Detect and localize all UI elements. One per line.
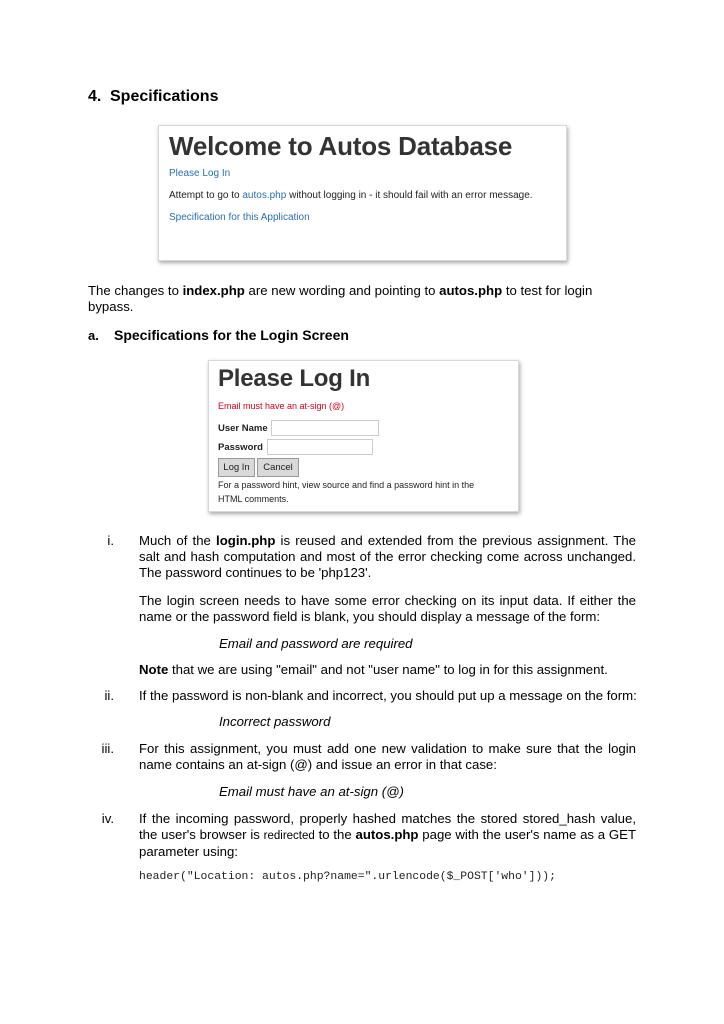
section-heading (88, 88, 218, 106)
item-i-paragraph-2: The login screen needs to have some error checking on its input data. If either the name or the password field is blank, you should display a message of the form: (139, 593, 636, 624)
item-text: is reused and extended from the previous assignment. The salt and hash computation and most of the error checking come across unchanged. The password continues to be 'php123'. (139, 533, 636, 580)
item-text: Much of the (139, 533, 217, 548)
subsection-heading (88, 327, 349, 343)
intro-text: to test for login bypass. (88, 283, 593, 314)
username-field (271, 420, 379, 436)
intro-text: are new wording and pointing to (244, 283, 440, 298)
item-i-note (139, 662, 608, 678)
item-iii-numeral: iii. (101, 741, 114, 756)
section-number: 4. (88, 88, 102, 105)
intro-file-autos: autos.php (439, 283, 503, 298)
item-text: page with the user's name as a GET parameter using: (139, 827, 636, 859)
intro-paragraph (88, 283, 628, 315)
login-button: Log In (218, 458, 255, 477)
message-required: Email and password are required (219, 636, 413, 651)
welcome-title: Welcome to Autos Database (169, 131, 513, 161)
login-screen-screenshot (208, 360, 519, 512)
message-at-sign: Email must have an at-sign (@) (219, 784, 404, 799)
password-label: Password (218, 442, 263, 453)
item-file-login: login.php (216, 533, 276, 548)
autos-link: autos.php (242, 190, 287, 201)
attempt-suffix: without logging in - it should fail with an error message. (286, 190, 533, 201)
section-title: Specifications (110, 88, 219, 105)
redirect-code: header("Location: autos.php?name=".urlencode($_POST['who'])); (139, 871, 556, 883)
subsection-title: Specifications for the Login Screen (114, 327, 349, 343)
attempt-line (169, 190, 533, 201)
item-i-numeral: i. (107, 533, 114, 548)
item-iii-paragraph: For this assignment, you must add one new validation to make sure that the login name contains an at-sign (@) and issue an error in that case: (139, 741, 636, 772)
item-file-autos: autos.php (355, 827, 419, 842)
cancel-button: Cancel (257, 458, 299, 477)
please-login-link: Please Log In (169, 168, 231, 179)
subsection-letter: a. (88, 328, 99, 343)
password-field (267, 439, 373, 455)
item-i-paragraph (139, 533, 636, 581)
note-label: Note (139, 662, 169, 677)
welcome-page-screenshot (158, 125, 567, 261)
item-ii-paragraph: If the password is non-blank and incorrect, you should put up a message on the form: (139, 688, 637, 703)
login-title: Please Log In (218, 365, 371, 392)
username-label: User Name (218, 423, 268, 434)
item-text-small: redirected (263, 830, 315, 842)
password-hint (218, 478, 474, 506)
hint-line: HTML comments. (218, 494, 289, 504)
item-text: to the (314, 827, 356, 842)
intro-text: The changes to (88, 283, 183, 298)
intro-file-index: index.php (182, 283, 245, 298)
attempt-prefix: Attempt to go to (169, 190, 243, 201)
spec-link: Specification for this Application (169, 212, 310, 223)
message-incorrect: Incorrect password (219, 714, 331, 729)
login-error-message: Email must have an at-sign (@) (218, 401, 345, 411)
item-iv-paragraph (139, 811, 636, 860)
item-text: If the incoming password, properly hashed matches the stored stored_hash value, the user's browser is (139, 811, 636, 842)
item-ii-numeral: ii. (104, 688, 114, 703)
item-iv-numeral: iv. (101, 811, 114, 826)
hint-line: For a password hint, view source and find a password hint in the (218, 480, 475, 490)
note-text: that we are using "email" and not "user name" to log in for this assignment. (168, 662, 608, 677)
